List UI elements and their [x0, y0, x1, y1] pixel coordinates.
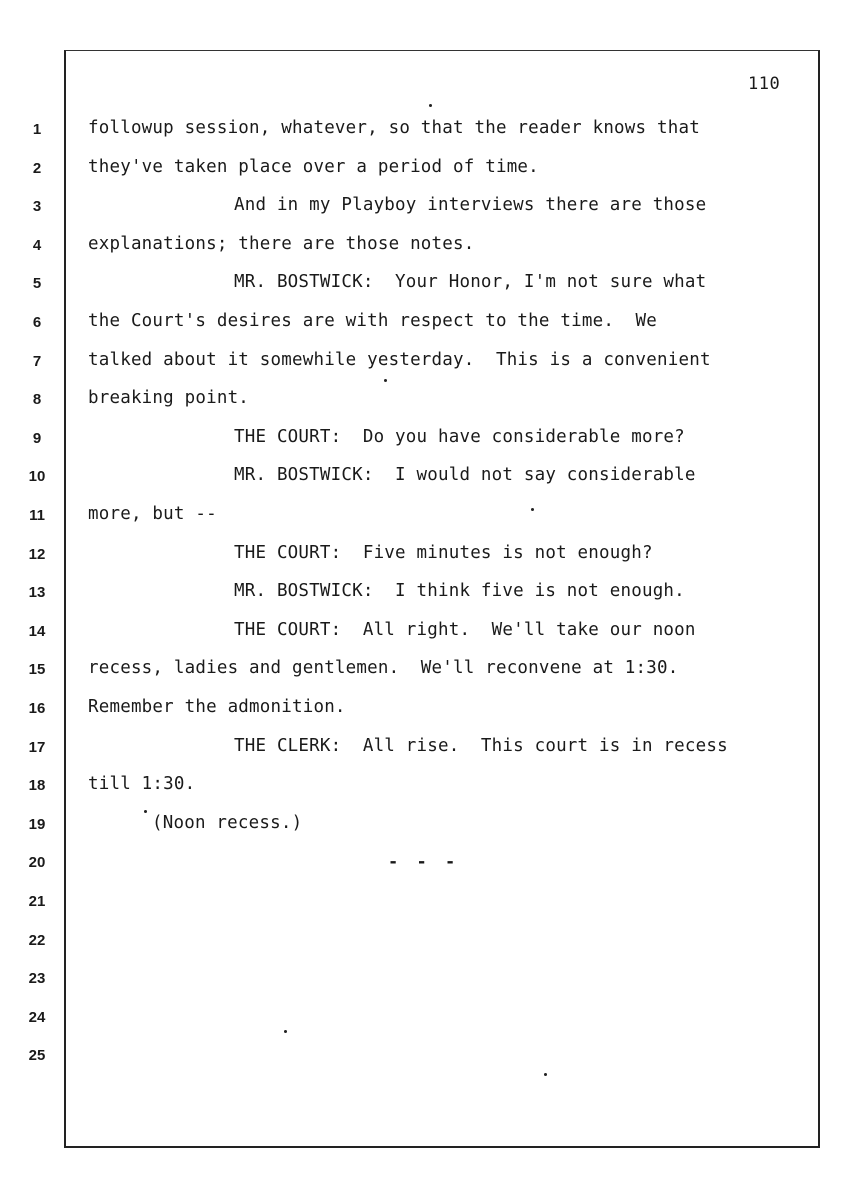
- line-number: 24: [28, 1008, 46, 1026]
- transcript-line: THE CLERK: All rise. This court is in recess: [234, 735, 728, 756]
- line-number: 3: [32, 198, 42, 216]
- scan-speck: [144, 810, 147, 813]
- line-number: 12: [28, 545, 46, 563]
- transcript-line: the Court's desires are with respect to the time. We: [88, 311, 658, 331]
- scan-speck: [531, 508, 534, 511]
- line-number: 1: [32, 121, 42, 138]
- line-number: 13: [28, 584, 46, 602]
- transcript-line: And in my Playboy interviews there are those: [234, 195, 707, 216]
- scan-speck: [429, 104, 432, 107]
- transcript-line: followup session, whatever, so that the reader knows that: [88, 118, 700, 138]
- scan-speck: [544, 1073, 547, 1076]
- line-number: 8: [32, 391, 42, 409]
- line-number: 14: [28, 622, 46, 640]
- line-number: 2: [32, 159, 42, 177]
- transcript-line: talked about it somewhile yesterday. This is a convenient: [88, 349, 711, 370]
- transcript-line: recess, ladies and gentlemen. We'll reconvene at 1:30.: [88, 658, 679, 679]
- line-number: 7: [32, 352, 42, 370]
- line-number: 15: [28, 661, 46, 679]
- line-number: 9: [32, 429, 42, 447]
- line-number: 10: [28, 468, 46, 486]
- line-number: 5: [32, 275, 42, 293]
- line-number: 6: [32, 314, 42, 331]
- line-number: 22: [28, 931, 46, 949]
- line-number: 17: [28, 738, 46, 756]
- page-number: 110: [748, 74, 781, 94]
- transcript-line: more, but --: [88, 504, 217, 524]
- transcript-line: they've taken place over a period of time.: [88, 156, 539, 177]
- transcript-line: THE COURT: Do you have considerable more?: [234, 426, 685, 447]
- line-number: 18: [28, 777, 46, 795]
- transcript-line: MR. BOSTWICK: Your Honor, I'm not sure what: [234, 272, 707, 293]
- end-separator: - - -: [388, 852, 460, 872]
- line-number: 21: [28, 893, 46, 910]
- line-number: 23: [28, 970, 46, 988]
- transcript-line: MR. BOSTWICK: I think five is not enough.: [234, 581, 685, 602]
- line-number: 20: [28, 854, 46, 872]
- transcript-line: (Noon recess.): [152, 812, 303, 833]
- transcript-line: Remember the admonition.: [88, 697, 346, 717]
- line-number: 16: [28, 700, 46, 717]
- line-number: 19: [28, 815, 46, 833]
- scan-speck: [384, 379, 387, 382]
- line-number: 11: [29, 507, 45, 524]
- transcript-line: breaking point.: [88, 388, 250, 409]
- scan-speck: [284, 1030, 287, 1033]
- line-number: 4: [32, 236, 42, 254]
- transcript-line: THE COURT: Five minutes is not enough?: [234, 542, 653, 563]
- transcript-line: explanations; there are those notes.: [88, 233, 475, 254]
- transcript-line: MR. BOSTWICK: I would not say considerable: [234, 465, 696, 486]
- line-number: 25: [28, 1047, 46, 1065]
- transcript-line: till 1:30.: [88, 774, 196, 795]
- transcript-line: THE COURT: All right. We'll take our noon: [234, 619, 696, 640]
